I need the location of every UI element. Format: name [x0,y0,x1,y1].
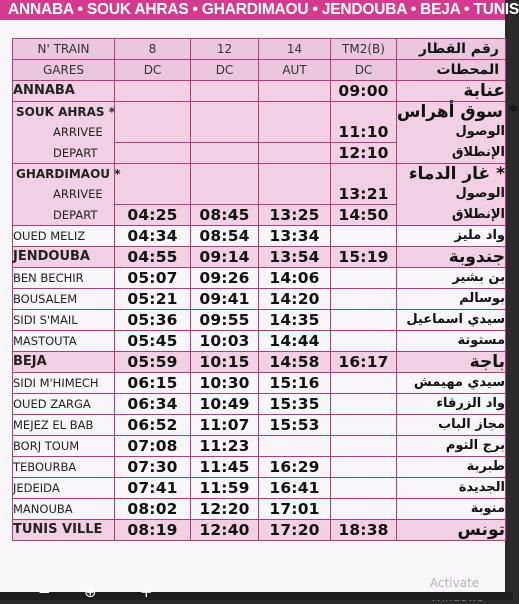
time-cell [115,184,191,205]
station-name-ar: واد الزرقاء [397,394,506,415]
station-name: TEBOURBA [13,457,115,478]
time-cell: 08:45 [191,205,259,226]
time-cell [331,373,397,394]
time-cell: 09:26 [191,268,259,289]
time-cell: 11:59 [191,478,259,499]
station-name-ar: عنابة [397,81,506,102]
station-name-ar: غار الدماء * [397,164,506,185]
time-cell: 05:07 [115,268,191,289]
station-name: OUED MELIZ [13,226,115,247]
station-sub-label-ar: الإنطلاق [397,205,506,226]
header-class-row [13,60,506,81]
station-name: MASTOUTA [13,331,115,352]
table-row [13,268,506,289]
station-name-ar: جندوبة [397,247,506,268]
time-cell [191,122,259,143]
time-cell [331,331,397,352]
time-cell: 05:21 [115,289,191,310]
table-row [13,415,506,436]
station-sub-label: ARRIVEE [13,184,115,205]
time-cell: 10:30 [191,373,259,394]
time-cell: 10:03 [191,331,259,352]
time-cell [331,394,397,415]
station-name: JENDOUBA [13,247,115,268]
time-cell: 04:25 [115,205,191,226]
time-cell: 12:20 [191,499,259,520]
time-cell [331,102,397,123]
station-name-ar: الجديدة [397,478,506,499]
station-name: BORJ TOUM [13,436,115,457]
time-cell: 15:53 [259,415,331,436]
table-row [13,122,506,143]
time-cell: 11:23 [191,436,259,457]
time-cell: 15:19 [331,247,397,268]
station-name: TUNIS VILLE [13,520,115,541]
time-cell: 13:21 [331,184,397,205]
time-cell: 09:14 [191,247,259,268]
time-cell [331,164,397,185]
station-name-ar: سيدي اسماعيل [397,310,506,331]
time-cell: 07:08 [115,436,191,457]
time-cell: 08:54 [191,226,259,247]
os-watermark: Activate [430,576,480,590]
plus-icon[interactable]: + [140,583,153,601]
train-number: 8 [115,39,191,60]
time-cell: 06:34 [115,394,191,415]
time-cell [331,499,397,520]
table-row [13,352,506,373]
time-cell: 11:10 [331,122,397,143]
train-class: DC [115,60,191,81]
time-cell: 15:16 [259,373,331,394]
station-name: ANNABA [13,81,115,102]
table-row [13,394,506,415]
time-cell: 11:45 [191,457,259,478]
time-cell: 12:40 [191,520,259,541]
table-row [13,331,506,352]
table-row [13,520,506,541]
station-name: BEJA [13,352,115,373]
train-label-ar: رقم القطار [397,39,506,60]
table-row [13,143,506,164]
time-cell: 07:41 [115,478,191,499]
station-sub-label: DEPART [13,205,115,226]
gares-label: GARES [13,60,115,81]
station-name-ar: بن بشير [397,268,506,289]
time-cell: 13:34 [259,226,331,247]
table-row [13,247,506,268]
time-cell [191,143,259,164]
station-name-ar: مجاز الباب [397,415,506,436]
table-row [13,102,506,123]
time-cell: 04:55 [115,247,191,268]
time-cell: 08:19 [115,520,191,541]
station-sub-label-ar: الوصول [397,122,506,143]
table-row [13,289,506,310]
time-cell [259,184,331,205]
time-cell [259,164,331,185]
time-cell [259,122,331,143]
page-title: ANNABA • SOUK AHRAS • GHARDIMAOU • JENDOUBA • BEJA • TUNIS [0,0,505,20]
station-name-ar: بوسالم [397,289,506,310]
station-name: SOUK AHRAS * [13,102,115,123]
station-name-ar: باجة [397,352,506,373]
station-name: BOUSALEM [13,289,115,310]
train-class: DC [331,60,397,81]
station-name-ar: واد مليز [397,226,506,247]
time-cell [259,102,331,123]
time-cell [259,81,331,102]
time-cell [331,457,397,478]
time-cell [331,226,397,247]
table-row [13,310,506,331]
station-sub-label-ar: الوصول [397,184,506,205]
time-cell: 14:58 [259,352,331,373]
station-name-ar: منوبة [397,499,506,520]
station-name-ar: سيدي مهيمش [397,373,506,394]
time-cell: 16:29 [259,457,331,478]
time-cell: 06:52 [115,415,191,436]
table-row [13,226,506,247]
time-cell: 09:00 [331,81,397,102]
time-cell: 15:35 [259,394,331,415]
train-number: 14 [259,39,331,60]
time-cell: 05:59 [115,352,191,373]
train-class: AUT [259,60,331,81]
station-sub-label: ARRIVEE [13,122,115,143]
table-row [13,499,506,520]
table-row [13,184,506,205]
station-name-ar: مستوتة [397,331,506,352]
time-cell: 17:01 [259,499,331,520]
time-cell [191,184,259,205]
time-cell: 05:45 [115,331,191,352]
station-name-ar: طبربة [397,457,506,478]
time-cell [331,310,397,331]
station-name: SIDI S'MAIL [13,310,115,331]
time-cell [259,436,331,457]
time-cell: 13:54 [259,247,331,268]
station-name: GHARDIMAOU * [13,164,115,185]
time-cell: 07:30 [115,457,191,478]
table-row [13,478,506,499]
table-row [13,81,506,102]
train-number: TM2(B) [331,39,397,60]
station-name-ar: سوق أهراس * [397,102,518,122]
time-cell: 04:34 [115,226,191,247]
time-cell: 09:55 [191,310,259,331]
station-name: SIDI M'HIMECH [13,373,115,394]
time-cell [331,289,397,310]
station-sub-label: DEPART [13,143,115,164]
time-cell: 14:44 [259,331,331,352]
time-cell [331,268,397,289]
time-cell: 17:20 [259,520,331,541]
station-name-ar: تونس [397,520,506,541]
zoom-in-icon[interactable]: ⊕ [84,583,97,601]
station-sub-label-ar: الإنطلاق [397,143,506,164]
time-cell [331,415,397,436]
station-name: BEN BECHIR [13,268,115,289]
train-number: 12 [191,39,259,60]
station-name-ar: برج التوم [397,436,506,457]
time-cell: 18:38 [331,520,397,541]
time-cell: 08:02 [115,499,191,520]
time-cell: 16:41 [259,478,331,499]
time-cell: 11:07 [191,415,259,436]
time-cell: 05:36 [115,310,191,331]
time-cell: 12:10 [331,143,397,164]
table-row [13,164,506,185]
time-cell [115,102,191,123]
table-row [13,373,506,394]
time-cell: 16:17 [331,352,397,373]
time-cell [331,478,397,499]
viewer-toolbar [0,592,513,600]
table-row [13,205,506,226]
time-cell: 14:35 [259,310,331,331]
time-cell: 10:49 [191,394,259,415]
time-cell [115,164,191,185]
train-label: N' TRAIN [13,39,115,60]
time-cell: 09:41 [191,289,259,310]
time-cell [191,81,259,102]
station-name: JEDEIDA [13,478,115,499]
time-cell: 06:15 [115,373,191,394]
station-name: MEJEZ EL BAB [13,415,115,436]
time-cell: 14:50 [331,205,397,226]
header-train-row [13,39,506,60]
minus-icon[interactable]: − [38,583,51,601]
timetable [12,38,518,541]
table-row [13,457,506,478]
time-cell [115,122,191,143]
station-name: OUED ZARGA [13,394,115,415]
table-row [13,436,506,457]
time-cell [191,102,259,123]
gares-label-ar: المحطات [397,60,506,81]
train-class: DC [191,60,259,81]
time-cell: 14:20 [259,289,331,310]
time-cell [191,164,259,185]
time-cell [331,436,397,457]
time-cell [115,81,191,102]
time-cell [115,143,191,164]
station-name: MANOUBA [13,499,115,520]
time-cell: 13:25 [259,205,331,226]
time-cell: 10:15 [191,352,259,373]
time-cell: 14:06 [259,268,331,289]
time-cell [259,143,331,164]
